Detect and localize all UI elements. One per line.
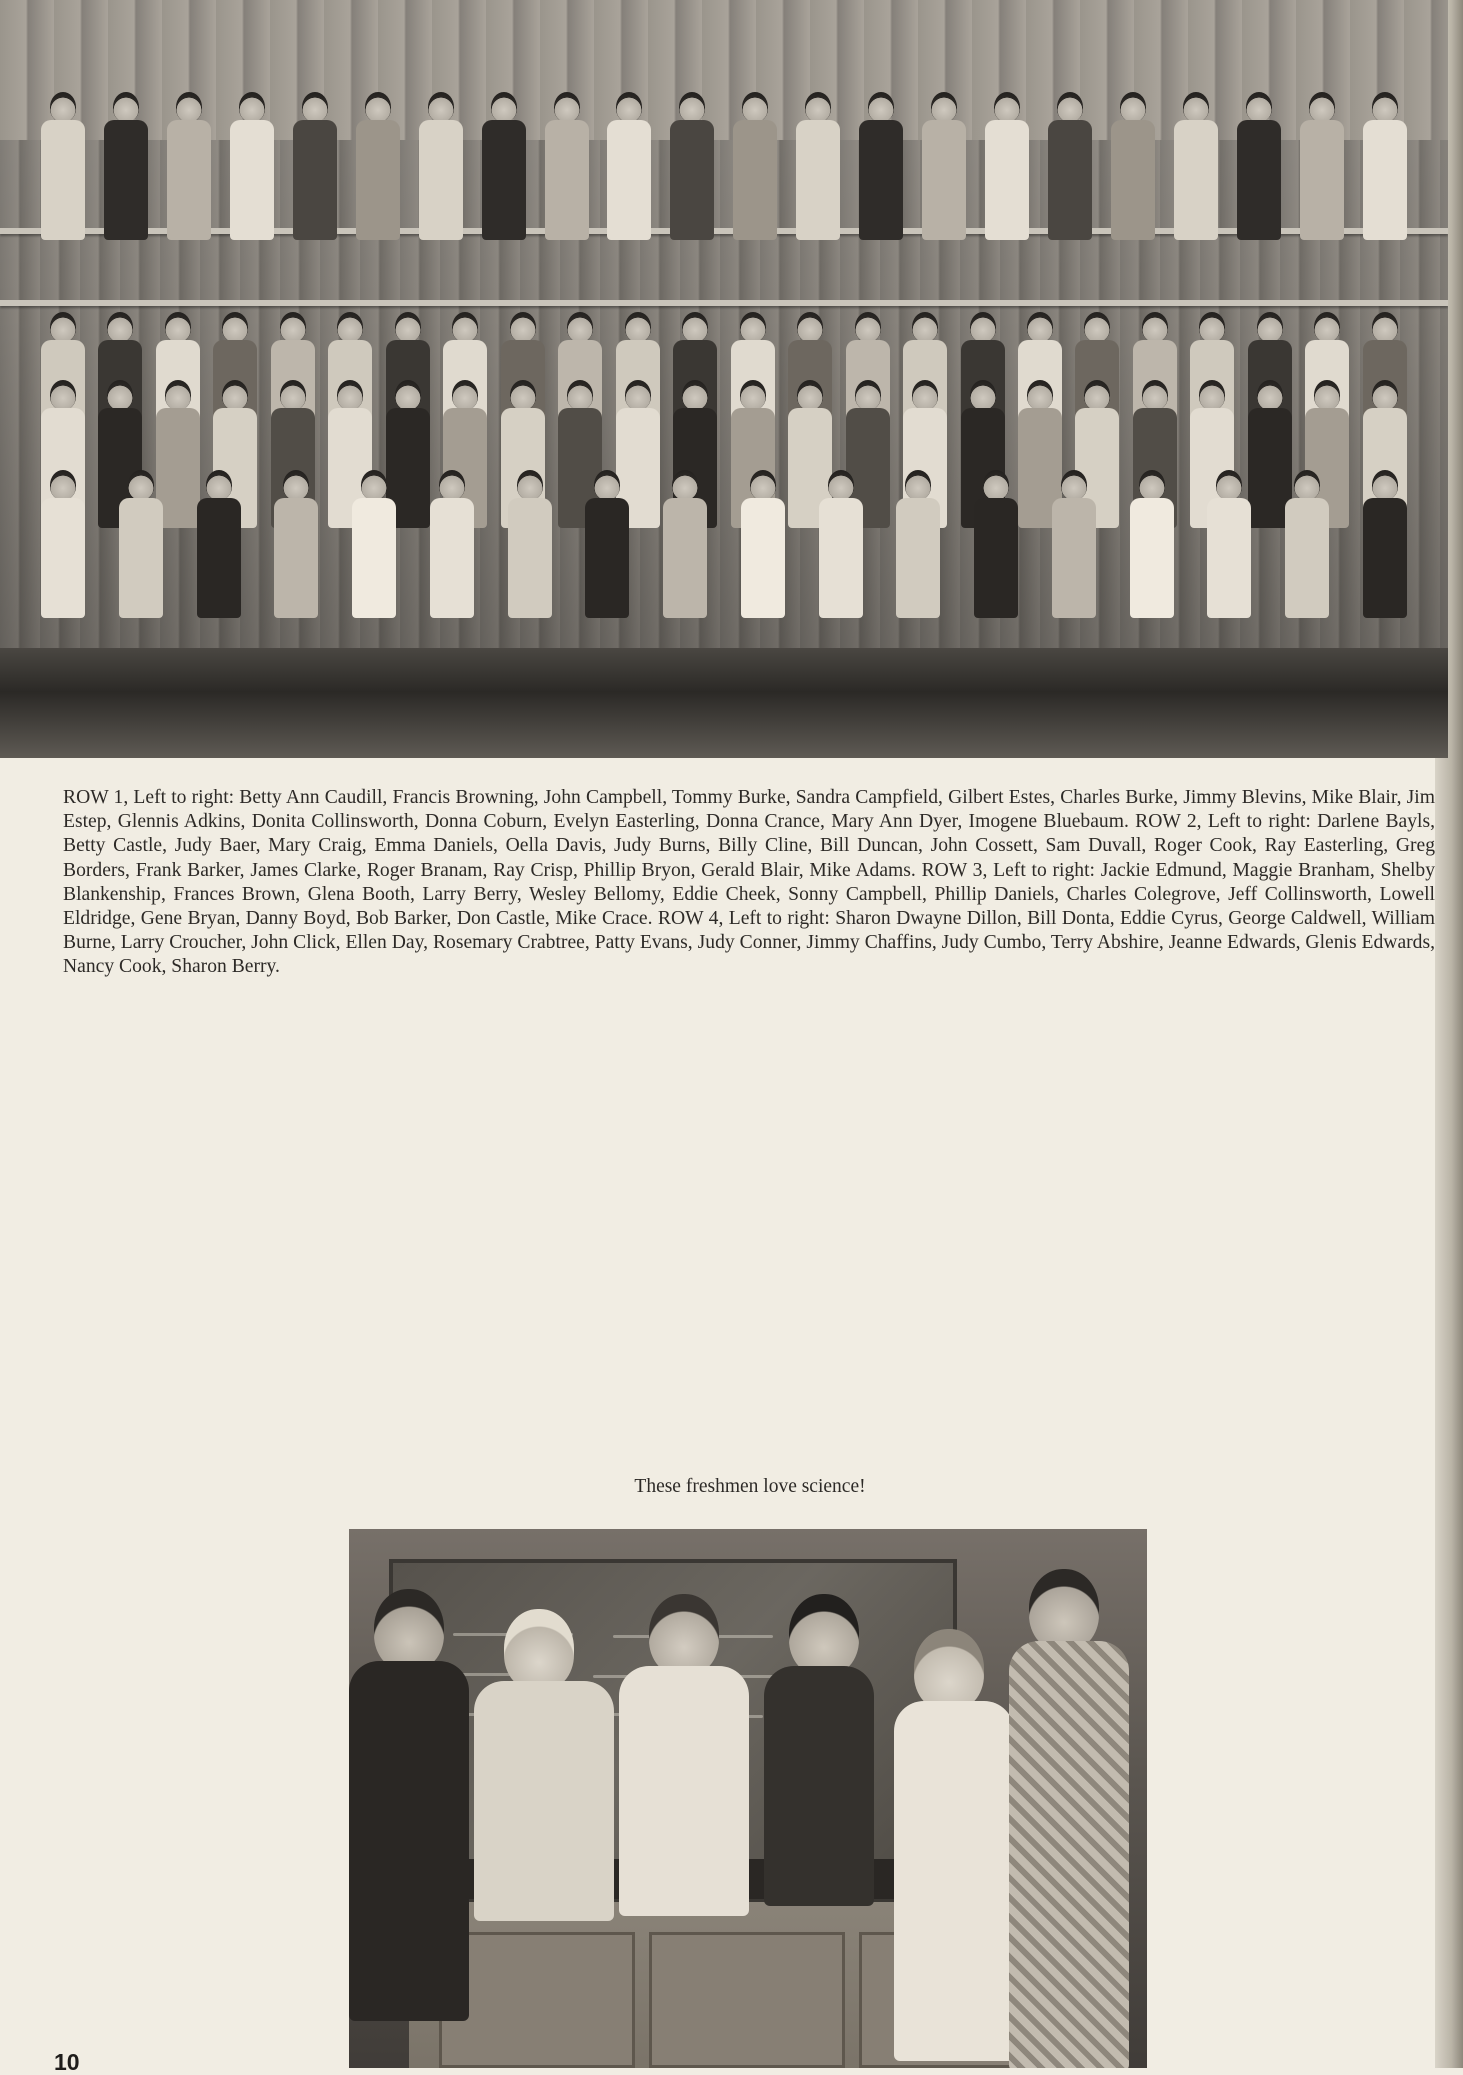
photo-person [662, 470, 708, 710]
photo-person [1236, 92, 1282, 242]
roster-caption: ROW 1, Left to right: Betty Ann Caudill, Francis Browning, John Campbell, Tommy Burke, Sandra Campfield, Gilbert Estes, Charles Burke, Jimmy Blevins, Mike Blair, Jim Estep, Glennis Adkins, Donita Collinsworth, Donna Coburn, Evelyn Easterling, Donna Crance, Mary Ann Dyer, Imogene Bluebaum. ROW 2, Left to right: Darlene Bayls, Betty Castle, Judy Baer, Mary Craig, Emma Daniels, Oella Davis, Judy Burns, Billy Cline, Bill Duncan, John Cossett, Sam Duvall, Roger Cook, Ray Easterling, Greg Borders, Frank Barker, James Clarke, Roger Branam, Ray Crisp, Phillip Bryon, Gerald Blair, Mike Adams. ROW 3, Left to right: Jackie Edmund, Maggie Branham, Shelby Blankenship, Frances Brown, Glena Booth, Larry Berry, Wesley Bellomy, Eddie Cheek, Sonny Campbell, Phillip Daniels, Charles Colegrove, Jeff Collinsworth, Lowell Eldridge, Gene Bryan, Danny Boyd, Bob Barker, Don Castle, Mike Crace. ROW 4, Left to right: Sharon Dwayne Dillon, Bill Donta, Eddie Cyrus, George Caldwell, William Burne, Larry Croucher, John Click, Ellen Day, Rosemary Crabtree, Patty Evans, Judy Conner, Jimmy Chaffins, Judy Cumbo, Terry Abshire, Jeanne Edwards, Glenis Edwards, Nancy Cook, Sharon Berry. [63, 787, 1435, 978]
photo-person [355, 92, 401, 242]
photo-person [1284, 470, 1330, 710]
photo-person [984, 92, 1030, 242]
photo-person [292, 92, 338, 242]
photo-person [1362, 470, 1408, 710]
photo-person [1110, 92, 1156, 242]
photo-person [606, 92, 652, 242]
photo-person [1051, 470, 1097, 710]
photo-person [418, 92, 464, 242]
photo-row-back [40, 92, 1408, 242]
photo-person [740, 470, 786, 710]
photo-person [1129, 470, 1175, 710]
bleacher-rail [0, 300, 1448, 306]
science-photo-caption: These freshmen love science! [634, 1476, 866, 1497]
photo-person [1173, 92, 1219, 242]
photo-person [196, 470, 242, 710]
photo-person [584, 470, 630, 710]
photo-person [351, 470, 397, 710]
photo-person [481, 92, 527, 242]
photo-person [858, 92, 904, 242]
photo-person [166, 92, 212, 242]
photo-person [732, 92, 778, 242]
photo-person [1206, 470, 1252, 710]
page-number: 10 [54, 2049, 80, 2075]
photo-person [40, 92, 86, 242]
photo-person [429, 470, 475, 710]
photo-person [818, 470, 864, 710]
class-group-photo [0, 0, 1448, 758]
photo-person [669, 92, 715, 242]
photo-person [40, 470, 86, 710]
photo-person [895, 470, 941, 710]
photo-person [795, 92, 841, 242]
photo-person [1362, 92, 1408, 242]
photo-person [103, 92, 149, 242]
photo-person [273, 470, 319, 710]
science-class-photo [349, 1529, 1147, 2068]
photo-person [544, 92, 590, 242]
photo-person [229, 92, 275, 242]
photo-row-front-seated [40, 470, 1408, 710]
photo-person [118, 470, 164, 710]
photo-person [1299, 92, 1345, 242]
photo-person [921, 92, 967, 242]
photo-person [1047, 92, 1093, 242]
photo-person [973, 470, 1019, 710]
photo-person [507, 470, 553, 710]
